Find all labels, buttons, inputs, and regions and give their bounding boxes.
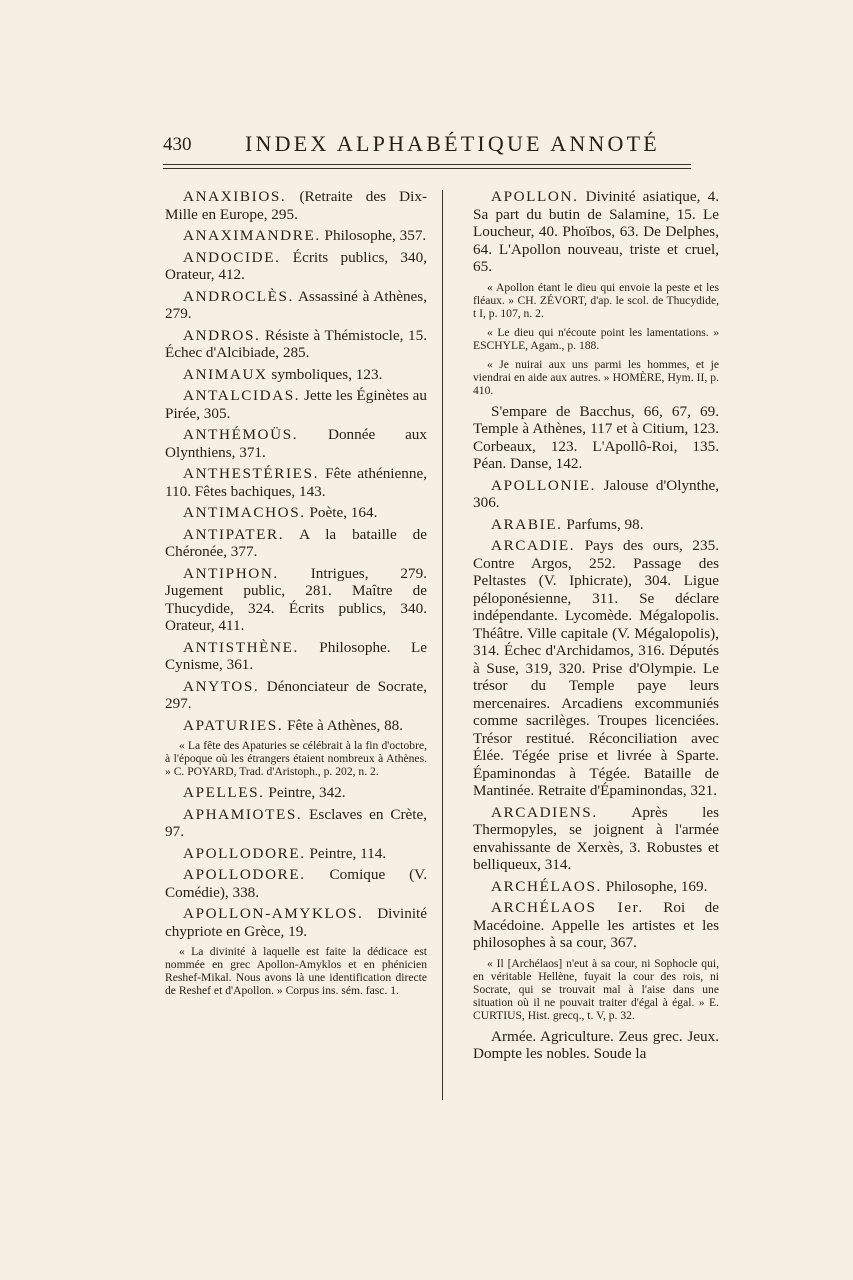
entry-headword: ANYTOS. — [183, 677, 260, 695]
entry-headword: ANTISTHÈNE. — [183, 638, 299, 656]
index-entry — [165, 866, 427, 901]
entry-headword: ANTALCIDAS. — [183, 387, 301, 404]
entry-headword: ANDROS. — [183, 326, 261, 344]
page-number: 430 — [163, 134, 192, 155]
index-entry — [165, 426, 427, 461]
index-entry — [165, 227, 427, 245]
entry-text: Peintre, 114. — [309, 844, 387, 862]
index-quotation: « Le dieu qui n'écoute point les lamentations. » ESCHYLE, Agam., p. 188. — [473, 325, 719, 352]
entry-text: Fête à Athènes, 88. — [287, 716, 404, 734]
header-rule-secondary — [163, 168, 691, 169]
entry-headword: APOLLODORE. — [183, 844, 306, 862]
entry-text: Armée. Agriculture. Zeus grec. Jeux. Dompte les nobles. Soude la — [473, 1027, 719, 1062]
entry-text: Philosophe, 357. — [324, 227, 427, 244]
header-rule — [163, 164, 691, 165]
entry-headword: ARCADIENS. — [491, 803, 598, 821]
entry-text: Dénonciateur de Socrate, 297. — [165, 677, 428, 712]
left-column — [165, 188, 427, 1003]
entry-headword: APHAMIOTES. — [183, 805, 303, 823]
entry-headword: ANTIPATER. — [183, 525, 285, 543]
index-quotation: « La fête des Apaturies se célébrait à la fin d'octobre, à l'époque où les étrangers étaient nombreux à Athènes. » C. POYARD, Trad. d'Aristoph., p. 202, n. 2. — [165, 739, 427, 778]
entry-text: (Retraite des Dix-Mille en Europe, 295. — [165, 188, 427, 223]
index-quotation: « La divinité à laquelle est faite la dédicace est nommée en grec Apollon-Amyklos et en phénicien Reshef-Mikal. Nous avons là une identification directe de Reshef et d'Apollon. » Corpus ins. sém. fasc. 1. — [165, 945, 427, 997]
entry-text: Divinité asiatique, 4. Sa part du butin de Salamine, 15. Le Loucheur, 40. Phoïbos, 63. De Delphes, 64. L'Apollon nouveau, triste et cruel, 65. — [473, 188, 719, 275]
index-entry — [165, 288, 427, 323]
index-entry — [165, 784, 427, 802]
index-entry — [165, 366, 427, 384]
entry-headword: ANTHESTÉRIES. — [183, 465, 319, 482]
index-entry — [473, 403, 719, 473]
entry-headword: ARCADIE. — [491, 537, 576, 554]
index-entry — [473, 1028, 719, 1063]
entry-text: Philosophe. Le Cynisme, 361. — [165, 638, 427, 673]
entry-headword: ANAXIBIOS. — [183, 188, 287, 205]
entry-text: Donnée aux Olynthiens, 371. — [165, 426, 427, 461]
index-entry — [165, 387, 427, 422]
index-entry — [165, 905, 427, 940]
entry-headword: ARCHÉLAOS Ier. — [491, 899, 644, 916]
entry-headword: APOLLODORE. — [183, 866, 306, 883]
index-entry — [165, 526, 427, 561]
entry-text: Après les Thermopyles, se joignent à l'armée envahissante de Xerxès, 3. Robustes et belliqueux, 314. — [473, 803, 719, 873]
entry-headword: ANAXIMANDRE. — [183, 227, 321, 244]
index-quotation: « Je nuirai aux uns parmi les hommes, et je viendrai en aide aux autres. » HOMÈRE, Hym. II, p. 410. — [473, 357, 719, 397]
entry-text: Résiste à Thémistocle, 15. Échec d'Alcibiade, 285. — [165, 326, 427, 361]
index-entry — [473, 188, 719, 276]
entry-text: Comique (V. Comédie), 338. — [165, 866, 427, 901]
entry-text: Peintre, 342. — [268, 784, 346, 801]
entry-text: symboliques, 123. — [271, 365, 383, 383]
entry-text: S'empare de Bacchus, 66, 67, 69. Temple à Athènes, 117 et à Citium, 123. Corbeaux, 123. L'Apollô-Roi, 135. Péan. Danse, 142. — [473, 402, 719, 472]
entry-text: Poète, 164. — [309, 504, 378, 521]
entry-text: Divinité chypriote en Grèce, 19. — [165, 905, 427, 940]
index-entry — [473, 477, 719, 512]
entry-text: A la bataille de Chéronée, 377. — [165, 525, 427, 560]
page-header — [163, 128, 693, 164]
index-entry — [165, 327, 427, 362]
entry-headword: ARCHÉLAOS. — [491, 877, 602, 895]
entry-text: Philosophe, 169. — [605, 877, 708, 895]
index-entry — [473, 899, 719, 952]
entry-text: Pays des ours, 235. Contre Argos, 252. Passage des Peltastes (V. Iphicrate), 304. Ligue péloponésienne, 311. Se déclare indépendante. Lycomède. Mégalopolis. Théâtre. Ville capitale (V. Mégalopolis), 314. Échec d'Archidamos, 316. Députés à Suse, 319, 320. Prise d'Olympie. Le trésor du Temple paye leurs mercenaires. Arcadiens excommuniés comme sacrilèges. Troupes licenciées. Trésor restitué. Réconciliation avec Élée. Tégée prise et livrée à Sparte. Épaminondas à Tégée. Bataille de Mantinée. Retraite d'Épaminondas, 321. — [473, 537, 720, 799]
right-column — [473, 188, 719, 1067]
index-entry — [165, 565, 427, 635]
entry-text: Assassiné à Athènes, 279. — [165, 287, 427, 322]
index-entry — [473, 804, 719, 874]
entry-headword: APOLLON. — [491, 188, 579, 205]
index-quotation: « Il [Archélaos] n'eut à sa cour, ni Sophocle qui, en véritable Hellène, fuyait la cour des rois, ni Socrate, qui se trouvait mal à l'aise dans une situation où il ne pouvait traiter d'égal à égal. » E. CURTIUS, Hist. grecq., t. V, p. 32. — [473, 956, 719, 1022]
entry-headword: ANTHÉMOÜS. — [183, 426, 299, 443]
index-entry — [165, 806, 427, 841]
entry-headword: APOLLONIE. — [491, 476, 597, 494]
entry-headword: ANTIPHON. — [183, 564, 279, 582]
entry-text: Écrits publics, 340, Orateur, 412. — [165, 248, 428, 283]
entry-text: Roi de Macédoine. Appelle les artistes et les philosophes à sa cour, 367. — [473, 899, 719, 951]
entry-headword: ANDROCLÈS. — [183, 287, 294, 305]
index-entry — [165, 188, 427, 223]
index-entry — [473, 878, 719, 896]
entry-text: Intrigues, 279. Jugement public, 281. Maître de Thucydide, 324. Écrits publics, 340. Orateur, 411. — [165, 564, 427, 634]
index-entry — [165, 678, 427, 713]
entry-text: Esclaves en Crète, 97. — [165, 805, 428, 840]
entry-text: Jalouse d'Olynthe, 306. — [473, 476, 719, 511]
entry-headword: ANIMAUX — [183, 365, 268, 383]
index-entry — [165, 249, 427, 284]
entry-headword: ARABIE. — [491, 515, 563, 533]
entry-headword: APOLLON-AMYKLOS. — [183, 905, 364, 922]
index-entry — [473, 537, 719, 800]
index-entry — [165, 504, 427, 522]
entry-text: Parfums, 98. — [566, 515, 644, 533]
column-divider — [442, 190, 443, 1100]
entry-text: Jette les Éginètes au Pirée, 305. — [165, 387, 427, 422]
index-entry — [165, 717, 427, 735]
entry-headword: APATURIES. — [183, 716, 284, 734]
entry-headword: ANDOCIDE. — [183, 248, 281, 266]
entry-headword: ANTIMACHOS. — [183, 504, 306, 521]
index-quotation: « Apollon étant le dieu qui envoie la peste et les fléaux. » CH. ZÉVORT, d'ap. le scol. de Thucydide, t I, p. 107, n. 2. — [473, 280, 719, 320]
entry-headword: APELLES. — [183, 784, 265, 801]
index-entry — [165, 465, 427, 500]
index-entry — [165, 845, 427, 863]
index-entry — [473, 516, 719, 534]
page-title: INDEX ALPHABÉTIQUE ANNOTÉ — [245, 131, 660, 156]
entry-text: Fête athénienne, 110. Fêtes bachiques, 143. — [165, 465, 427, 500]
index-entry — [165, 639, 427, 674]
